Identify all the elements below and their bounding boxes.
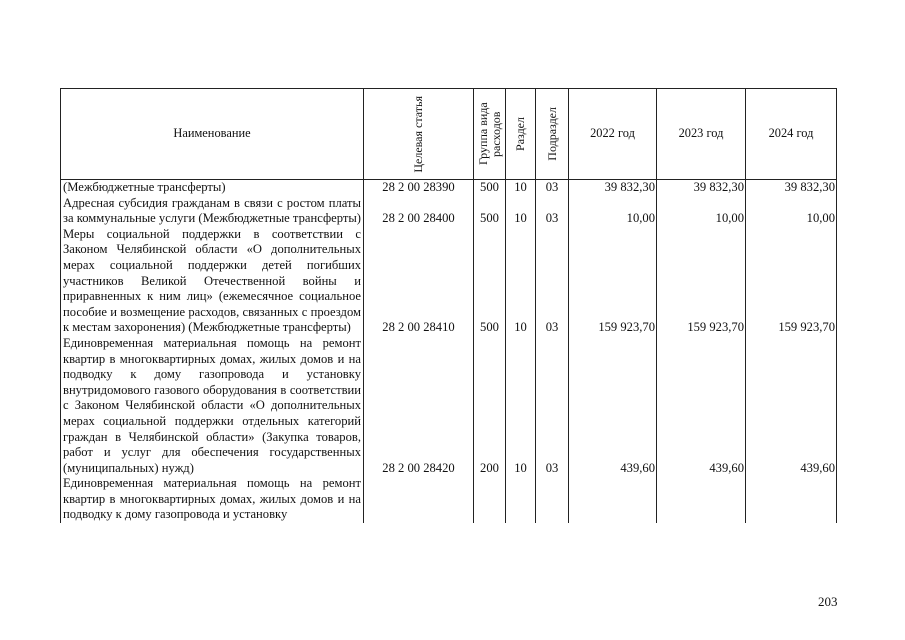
table-cell-section: 10 xyxy=(506,196,536,227)
page-number: 203 xyxy=(818,594,838,609)
table-row xyxy=(61,196,837,227)
header-year-2022: 2022 год xyxy=(569,89,657,180)
table-cell-target-article: 28 2 00 28390 xyxy=(364,180,474,196)
table-cell-expense-group: 500 xyxy=(474,196,506,227)
table-cell-expense-group: 500 xyxy=(474,227,506,336)
header-section: Раздел xyxy=(506,89,536,180)
table-cell-subsection: 03 xyxy=(536,227,569,336)
table-cell-subsection: 03 xyxy=(536,196,569,227)
table-cell-section: 10 xyxy=(506,227,536,336)
table-cell-subsection: 03 xyxy=(536,336,569,476)
table-cell-2023: 439,60 xyxy=(657,336,746,476)
table-header-row xyxy=(61,89,837,180)
table-cell-2023: 39 832,30 xyxy=(657,180,746,196)
budget-table xyxy=(60,88,837,523)
table-cell-2023 xyxy=(657,476,746,523)
table-cell-section: 10 xyxy=(506,180,536,196)
table-cell-target-article: 28 2 00 28400 xyxy=(364,196,474,227)
table-cell-name: Меры социальной поддержки в соответствии с Законом Челябинской области «О дополнительных мерах социальной поддержки детей погибших участников Великой Отечественной войны и приравненных к ним лиц» (ежемесячное социальное пособие и возмещение расходов, связанных с проездом к местам захоронения) (Межбюджетные трансферты) xyxy=(61,227,364,336)
table-cell-name: Единовременная материальная помощь на ремонт квартир в многоквартирных домах, жилых домов и на подводку к дому газопровода и установку xyxy=(61,476,364,523)
table-row xyxy=(61,180,837,196)
table-cell-2022: 159 923,70 xyxy=(569,227,657,336)
table-cell-2023: 159 923,70 xyxy=(657,227,746,336)
table-cell-expense-group xyxy=(474,476,506,523)
header-target-article: Целевая статья xyxy=(364,89,474,180)
table-row xyxy=(61,227,837,336)
table-row xyxy=(61,476,837,523)
table-cell-2022: 439,60 xyxy=(569,336,657,476)
table-cell-2024: 39 832,30 xyxy=(746,180,837,196)
table-cell-subsection xyxy=(536,476,569,523)
table-cell-target-article: 28 2 00 28420 xyxy=(364,336,474,476)
table-cell-name: (Межбюджетные трансферты) xyxy=(61,180,364,196)
table-cell-2022 xyxy=(569,476,657,523)
table-cell-section: 10 xyxy=(506,336,536,476)
header-year-2023: 2023 год xyxy=(657,89,746,180)
table-cell-2024: 439,60 xyxy=(746,336,837,476)
table-cell-section xyxy=(506,476,536,523)
table-cell-expense-group: 500 xyxy=(474,180,506,196)
table-cell-2022: 10,00 xyxy=(569,196,657,227)
table-cell-subsection: 03 xyxy=(536,180,569,196)
table-cell-2024: 159 923,70 xyxy=(746,227,837,336)
table-cell-2024: 10,00 xyxy=(746,196,837,227)
header-year-2024: 2024 год xyxy=(746,89,837,180)
table-cell-expense-group: 200 xyxy=(474,336,506,476)
header-name: Наименование xyxy=(61,89,364,180)
header-subsection: Подраздел xyxy=(536,89,569,180)
table-row xyxy=(61,336,837,476)
table-cell-name: Единовременная материальная помощь на ремонт квартир в многоквартирных домах, жилых домов и на подводку к дому газопровода и установку внутридомового газового оборудования в соответствии с Законом Челябинской области «О дополнительных мерах социальной поддержки отдельных категорий граждан в Челябинской области» (Закупка товаров, работ и услуг для обеспечения государственных (муниципальных) нужд) xyxy=(61,336,364,476)
table-cell-2023: 10,00 xyxy=(657,196,746,227)
table-cell-2022: 39 832,30 xyxy=(569,180,657,196)
table-cell-target-article xyxy=(364,476,474,523)
table-cell-2024 xyxy=(746,476,837,523)
table-cell-target-article: 28 2 00 28410 xyxy=(364,227,474,336)
header-expense-group: Группа вида расходов xyxy=(474,89,506,180)
table-cell-name: Адресная субсидия гражданам в связи с ростом платы за коммунальные услуги (Межбюджетные трансферты) xyxy=(61,196,364,227)
